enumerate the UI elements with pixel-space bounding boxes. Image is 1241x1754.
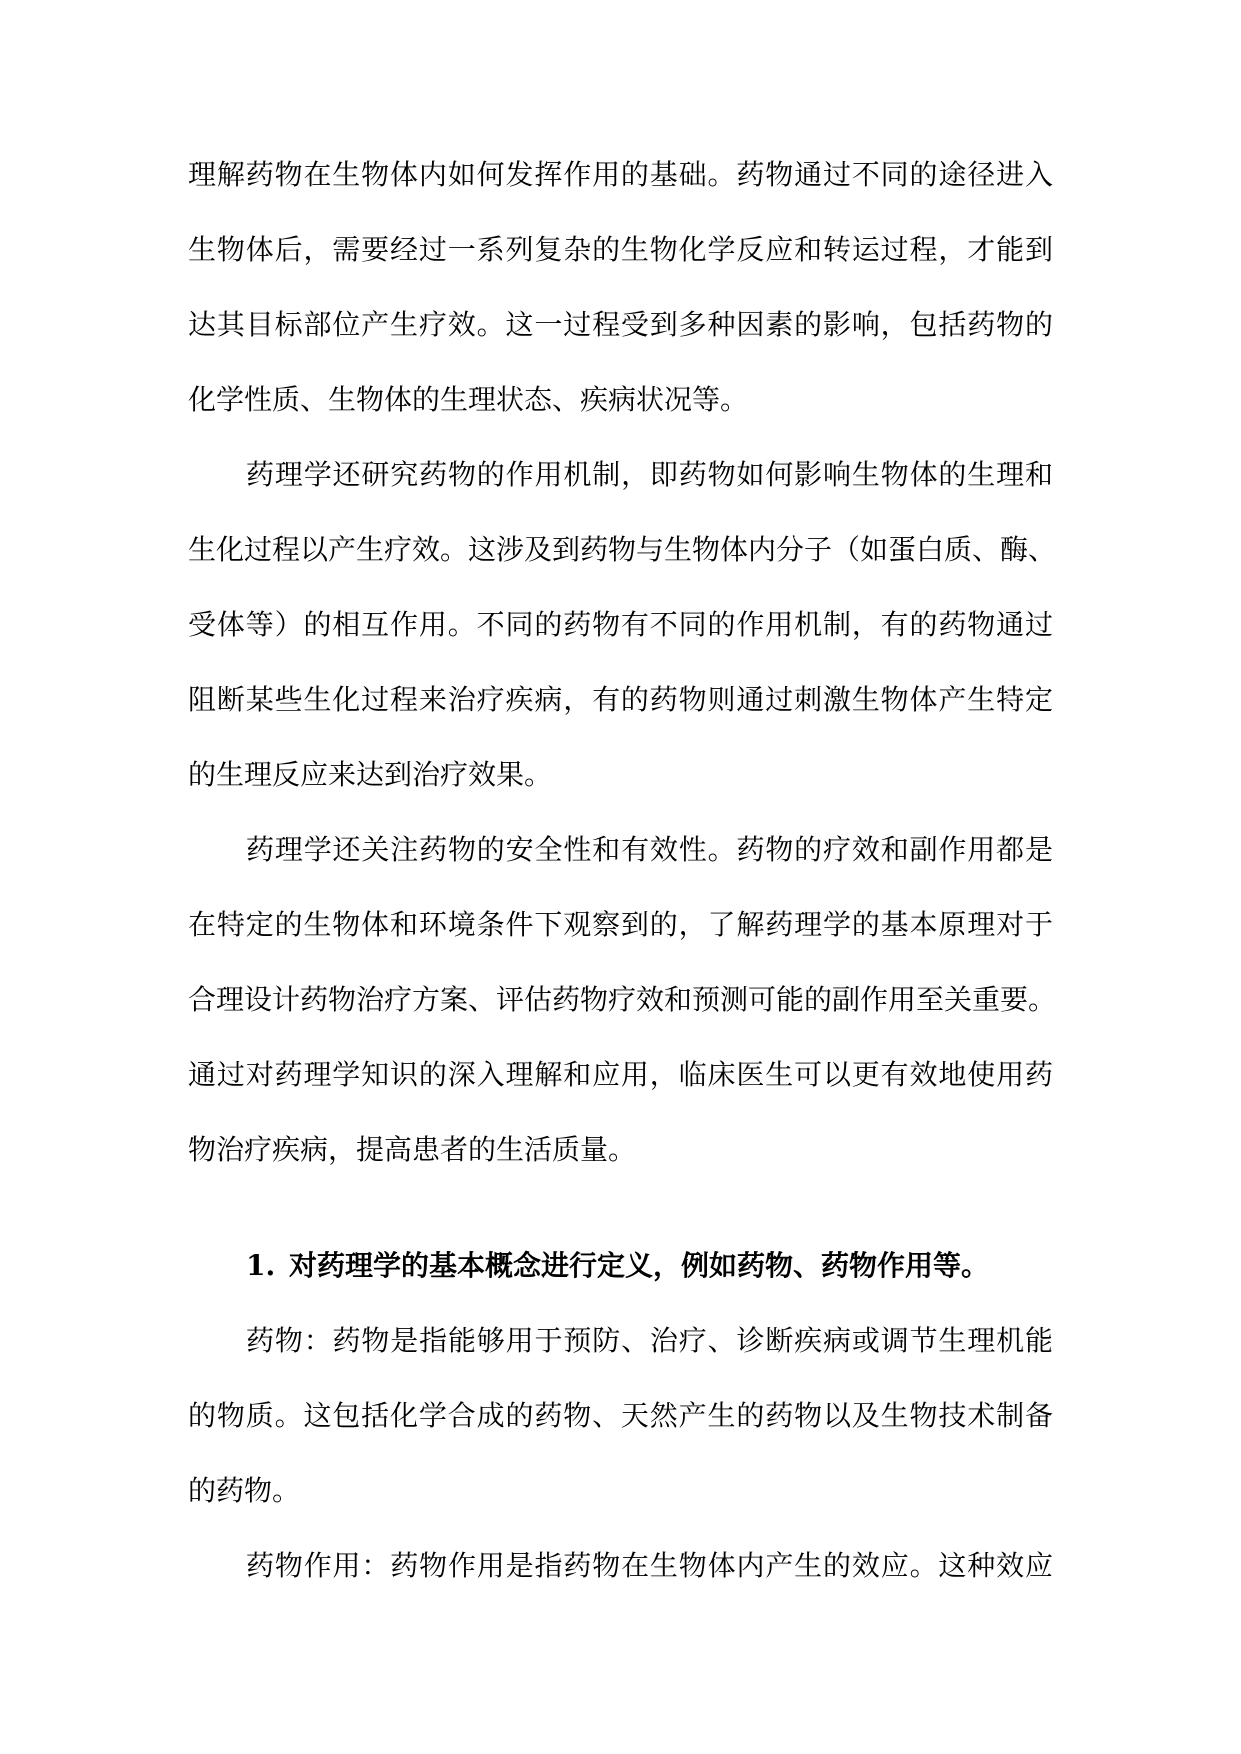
paragraph-line: 阻断某些生化过程来治疗疾病，有的药物则通过刺激生物体产生特定 [188,683,1053,716]
paragraph-line: 受体等）的相互作用。不同的药物有不同的作用机制，有的药物通过 [188,608,1053,641]
paragraph-line: 通过对药理学知识的深入理解和应用，临床医生可以更有效地使用药 [188,1058,1053,1091]
paragraph-line: 合理设计药物治疗方案、评估药物疗效和预测可能的副作用至关重要。 [188,983,1057,1016]
paragraph-line: 药物：药物是指能够用于预防、治疗、诊断疾病或调节生理机能 [246,1324,1053,1357]
paragraph-3 [188,812,1057,1187]
paragraph-line: 生物体后，需要经过一系列复杂的生物化学反应和转运过程，才能到 [188,233,1053,266]
paragraph-5 [188,1528,1053,1603]
paragraph-4 [188,1303,1053,1528]
document-body [188,137,1057,1603]
paragraph-line: 达其目标部位产生疗效。这一过程受到多种因素的影响，包括药物的 [188,308,1053,341]
heading-text: 对药理学的基本概念进行定义，例如药物、药物作用等。 [289,1249,990,1282]
section-heading [188,1228,1053,1303]
paragraph-2 [188,437,1057,812]
paragraph-line: 药理学还关注药物的安全性和有效性。药物的疗效和副作用都是 [246,833,1053,866]
paragraph-line: 的药物。 [188,1474,301,1507]
paragraph-line: 生化过程以产生疗效。这涉及到药物与生物体内分子（如蛋白质、酶、 [188,533,1057,566]
paragraph-line: 的生理反应来达到治疗效果。 [188,758,553,791]
heading-number: 1. [246,1249,276,1282]
paragraph-line: 药物作用：药物作用是指药物在生物体内产生的效应。这种效应 [246,1549,1053,1582]
paragraph-line: 化学性质、生物体的生理状态、疾病状况等。 [188,383,749,416]
paragraph-line: 的物质。这包括化学合成的药物、天然产生的药物以及生物技术制备 [188,1399,1053,1432]
paragraph-line: 药理学还研究药物的作用机制，即药物如何影响生物体的生理和 [246,458,1053,491]
paragraph-line: 物治疗疾病，提高患者的生活质量。 [188,1133,637,1166]
paragraph-1 [188,137,1053,437]
paragraph-line: 在特定的生物体和环境条件下观察到的，了解药理学的基本原理对于 [188,908,1053,941]
paragraph-line: 理解药物在生物体内如何发挥作用的基础。药物通过不同的途径进入 [188,158,1053,191]
